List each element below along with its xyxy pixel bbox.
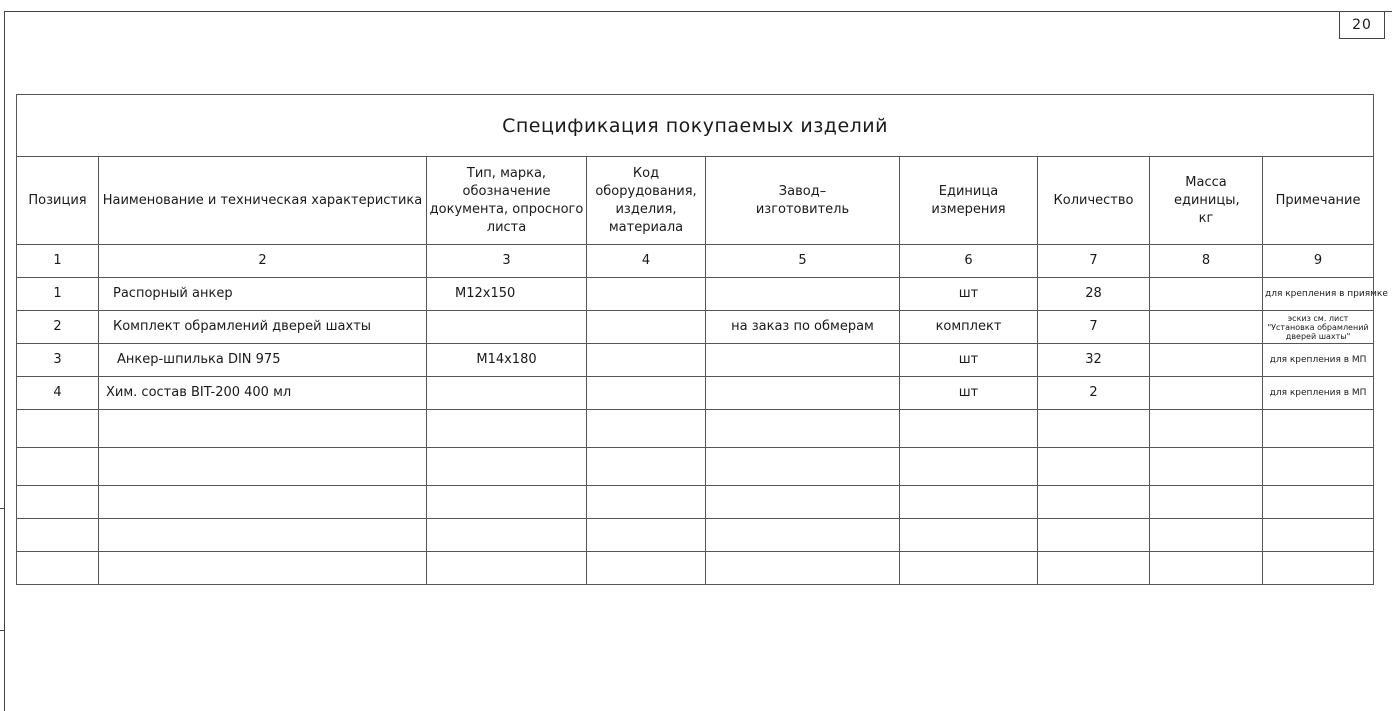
cell-mass — [1150, 344, 1263, 377]
cell-position: 3 — [17, 344, 99, 377]
cell-unit: шт — [900, 344, 1038, 377]
cell-name: Комплект обрамлений дверей шахты — [99, 311, 427, 344]
cell-type — [427, 311, 587, 344]
cell-quantity: 2 — [1038, 377, 1150, 410]
header-type: Тип, марка, обозначение документа, опросного листа — [427, 157, 587, 245]
empty-row — [17, 410, 1374, 448]
header-manufacturer: Завод–изготовитель — [706, 157, 900, 245]
cell-code — [587, 344, 706, 377]
table-row — [17, 311, 1374, 344]
cell-position: 4 — [17, 377, 99, 410]
cell-note: для крепления в МП — [1263, 377, 1374, 410]
cell-mass — [1150, 311, 1263, 344]
cell-position: 1 — [17, 278, 99, 311]
column-number: 7 — [1038, 245, 1150, 278]
cell-unit: комплект — [900, 311, 1038, 344]
cell-manufacturer — [706, 377, 900, 410]
cell-unit: шт — [900, 278, 1038, 311]
cell-name: Распорный анкер — [99, 278, 427, 311]
header-note: Примечание — [1263, 157, 1374, 245]
cell-code — [587, 377, 706, 410]
cell-mass — [1150, 278, 1263, 311]
column-number: 5 — [706, 245, 900, 278]
empty-row — [17, 552, 1374, 585]
cell-manufacturer: на заказ по обмерам — [706, 311, 900, 344]
cell-note: для крепления в приямке — [1263, 278, 1374, 311]
cell-quantity: 32 — [1038, 344, 1150, 377]
sheet-number: 20 — [1339, 11, 1385, 39]
cell-manufacturer — [706, 344, 900, 377]
header-code: Код оборудования, изделия, материала — [587, 157, 706, 245]
cell-code — [587, 278, 706, 311]
cell-unit: шт — [900, 377, 1038, 410]
column-number: 9 — [1263, 245, 1374, 278]
header-name: Наименование и техническая характеристика — [99, 157, 427, 245]
cell-note: для крепления в МП — [1263, 344, 1374, 377]
column-number-row — [17, 245, 1374, 278]
cell-quantity: 28 — [1038, 278, 1150, 311]
empty-row — [17, 519, 1374, 552]
column-number: 6 — [900, 245, 1038, 278]
table-title: Спецификация покупаемых изделий — [17, 95, 1374, 157]
header-position: Позиция — [17, 157, 99, 245]
header-row — [17, 157, 1374, 245]
column-number: 4 — [587, 245, 706, 278]
cell-name: Хим. состав BIT-200 400 мл — [99, 377, 427, 410]
table-row — [17, 344, 1374, 377]
column-number: 8 — [1150, 245, 1263, 278]
cell-type: М14х180 — [427, 344, 587, 377]
empty-row — [17, 486, 1374, 519]
header-quantity: Количество — [1038, 157, 1150, 245]
cell-type — [427, 377, 587, 410]
column-number: 2 — [99, 245, 427, 278]
empty-row — [17, 448, 1374, 486]
cell-type: М12х150 — [427, 278, 587, 311]
cell-name: Анкер-шпилька DIN 975 — [99, 344, 427, 377]
margin-tick — [0, 508, 5, 509]
cell-manufacturer — [706, 278, 900, 311]
cell-quantity: 7 — [1038, 311, 1150, 344]
cell-position: 2 — [17, 311, 99, 344]
specification-table — [16, 94, 1388, 585]
header-mass: Масса единицы, кг — [1150, 157, 1263, 245]
cell-mass — [1150, 377, 1263, 410]
column-number: 1 — [17, 245, 99, 278]
column-number: 3 — [427, 245, 587, 278]
cell-note: эскиз см. лист "Установка обрамлений дверей шахты" — [1263, 311, 1374, 344]
header-unit: Единица измерения — [900, 157, 1038, 245]
table-row — [17, 377, 1374, 410]
table-row — [17, 278, 1374, 311]
margin-tick — [0, 630, 5, 631]
cell-code — [587, 311, 706, 344]
